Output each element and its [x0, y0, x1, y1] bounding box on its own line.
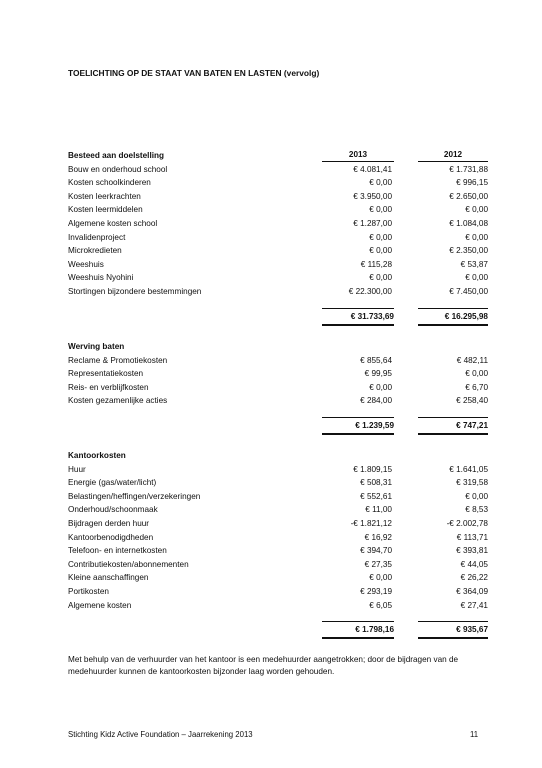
value-2013: € 284,00 [360, 396, 392, 406]
row-label: Contributiekosten/abonnementen [68, 559, 189, 569]
value-2013: € 0,00 [369, 382, 392, 392]
table-row [68, 367, 488, 381]
section-heading: Werving baten [68, 342, 125, 351]
value-2013: € 0,00 [369, 273, 392, 283]
footer-organization: Stichting Kidz Active Foundation – Jaarrekening 2013 [68, 730, 253, 739]
row-label: Stortingen bijzondere bestemmingen [68, 286, 202, 296]
value-2012: € 393,81 [456, 546, 488, 556]
table-row [68, 271, 488, 285]
value-2013: € 11,00 [365, 505, 392, 515]
total-2013: € 1.798,16 [322, 621, 394, 639]
row-label: Reis- en verblijfkosten [68, 382, 149, 392]
line-items [68, 354, 488, 408]
row-label: Telefoon- en internetkosten [68, 546, 167, 556]
value-2012: -€ 2.002,78 [446, 518, 488, 528]
explanatory-note: Met behulp van de verhuurder van het kantoor is een medehuurder aangetrokken; door de bijdragen van de medehuurder kunnen de kantoorkosten bijzonder laag worden gehouden. [68, 655, 459, 676]
table-row [68, 244, 488, 258]
value-2012: € 0,00 [465, 491, 488, 501]
value-2012: € 53,87 [460, 259, 488, 269]
row-label: Reclame & Promotiekosten [68, 355, 168, 365]
table-row [68, 285, 488, 299]
value-2012: € 26,22 [460, 573, 488, 583]
value-2012: € 2.350,00 [449, 246, 488, 256]
value-2013: € 115,28 [360, 259, 392, 269]
table-row [68, 231, 488, 245]
row-label: Weeshuis Nyohini [68, 273, 134, 283]
value-2012: € 1.731,88 [449, 164, 488, 174]
value-2012: € 1.641,05 [449, 464, 488, 474]
table-row [68, 476, 488, 490]
total-2012: € 747,21 [418, 417, 488, 435]
value-2012: € 2.650,00 [449, 191, 488, 201]
section-heading: Besteed aan doelstelling [68, 151, 165, 160]
table-row [68, 354, 488, 368]
value-2012: € 482,11 [456, 355, 488, 365]
value-2013: € 0,00 [369, 573, 392, 583]
row-label: Belastingen/heffingen/verzekeringen [68, 491, 201, 501]
row-label: Energie (gas/water/licht) [68, 478, 157, 488]
value-2013: € 552,61 [360, 491, 392, 501]
row-label: Microkredieten [68, 246, 122, 256]
table-row [68, 503, 488, 517]
table-row [68, 394, 488, 408]
line-items [68, 163, 488, 299]
line-items [68, 463, 488, 613]
total-2012: € 16.295,98 [418, 308, 488, 326]
table-row [68, 490, 488, 504]
value-2012: € 364,09 [456, 586, 488, 596]
value-2013: € 3.950,00 [353, 191, 392, 201]
column-header-2013: 2013 [322, 149, 394, 162]
value-2012: € 0,00 [465, 205, 488, 215]
table-row [68, 190, 488, 204]
row-label: Representatiekosten [68, 369, 144, 379]
row-label: Kosten leerkrachten [68, 191, 141, 201]
table-row [68, 163, 488, 177]
value-2013: € 27,35 [364, 559, 392, 569]
row-label: Kosten leermiddelen [68, 205, 143, 215]
section-besteed-aan-doelstelling [68, 149, 488, 324]
table-row [68, 531, 488, 545]
section-heading: Kantoorkosten [68, 451, 126, 460]
value-2013: € 22.300,00 [348, 286, 392, 296]
page-number: 11 [470, 730, 479, 739]
row-label: Bouw en onderhoud school [68, 164, 168, 174]
value-2012: € 8,53 [465, 505, 488, 515]
row-label: Portikosten [68, 586, 109, 596]
value-2013: € 293,19 [360, 586, 392, 596]
value-2012: € 0,00 [465, 232, 488, 242]
value-2012: € 44,05 [460, 559, 488, 569]
table-row [68, 258, 488, 272]
value-2013: € 855,64 [360, 355, 392, 365]
value-2013: € 16,92 [364, 532, 392, 542]
value-2013: € 0,00 [369, 232, 392, 242]
table-row [68, 558, 488, 572]
value-2012: € 319,58 [456, 478, 488, 488]
table-row [68, 203, 488, 217]
value-2013: € 99,95 [364, 369, 392, 379]
section-werving-baten [68, 340, 488, 433]
section-header [68, 149, 488, 163]
value-2013: € 0,00 [369, 246, 392, 256]
table-row [68, 176, 488, 190]
value-2012: € 27,41 [460, 600, 488, 610]
table-row [68, 517, 488, 531]
table-row [68, 585, 488, 599]
row-label: Kleine aanschaffingen [68, 573, 149, 583]
value-2012: € 1.084,08 [449, 218, 488, 228]
total-2012: € 935,67 [418, 621, 488, 639]
row-label: Bijdragen derden huur [68, 518, 150, 528]
table-row [68, 544, 488, 558]
row-label: Huur [68, 464, 86, 474]
section-header [68, 449, 488, 463]
row-label: Algemene kosten [68, 600, 132, 610]
section-total [68, 308, 488, 324]
value-2013: € 1.287,00 [353, 218, 392, 228]
value-2013: € 508,31 [360, 478, 392, 488]
value-2012: € 996,15 [456, 178, 488, 188]
total-2013: € 1.239,59 [322, 417, 394, 435]
value-2013: € 394,70 [360, 546, 392, 556]
row-label: Weeshuis [68, 259, 104, 269]
row-label: Invalidenproject [68, 232, 126, 242]
value-2012: € 7.450,00 [449, 286, 488, 296]
page-title: TOELICHTING OP DE STAAT VAN BATEN EN LASTEN (vervolg) [68, 68, 320, 78]
section-total [68, 417, 488, 433]
section-kantoorkosten [68, 449, 488, 637]
row-label: Onderhoud/schoonmaak [68, 505, 158, 515]
value-2013: € 6,05 [369, 600, 392, 610]
section-header [68, 340, 488, 354]
value-2012: € 6,70 [465, 382, 488, 392]
value-2013: € 4.081,41 [353, 164, 392, 174]
value-2013: € 0,00 [369, 178, 392, 188]
section-total [68, 621, 488, 637]
row-label: Kantoorbenodigdheden [68, 532, 154, 542]
table-row [68, 463, 488, 477]
value-2013: € 1.809,15 [353, 464, 392, 474]
value-2013: € 0,00 [369, 205, 392, 215]
value-2013: -€ 1.821,12 [350, 518, 392, 528]
row-label: Kosten schoolkinderen [68, 178, 151, 188]
table-row [68, 217, 488, 231]
row-label: Algemene kosten school [68, 218, 158, 228]
table-row [68, 599, 488, 613]
value-2012: € 0,00 [465, 369, 488, 379]
table-row [68, 381, 488, 395]
table-row [68, 571, 488, 585]
value-2012: € 258,40 [456, 396, 488, 406]
value-2012: € 0,00 [465, 273, 488, 283]
value-2012: € 113,71 [456, 532, 488, 542]
row-label: Kosten gezamenlijke acties [68, 396, 168, 406]
column-header-2012: 2012 [418, 149, 488, 162]
total-2013: € 31.733,69 [322, 308, 394, 326]
